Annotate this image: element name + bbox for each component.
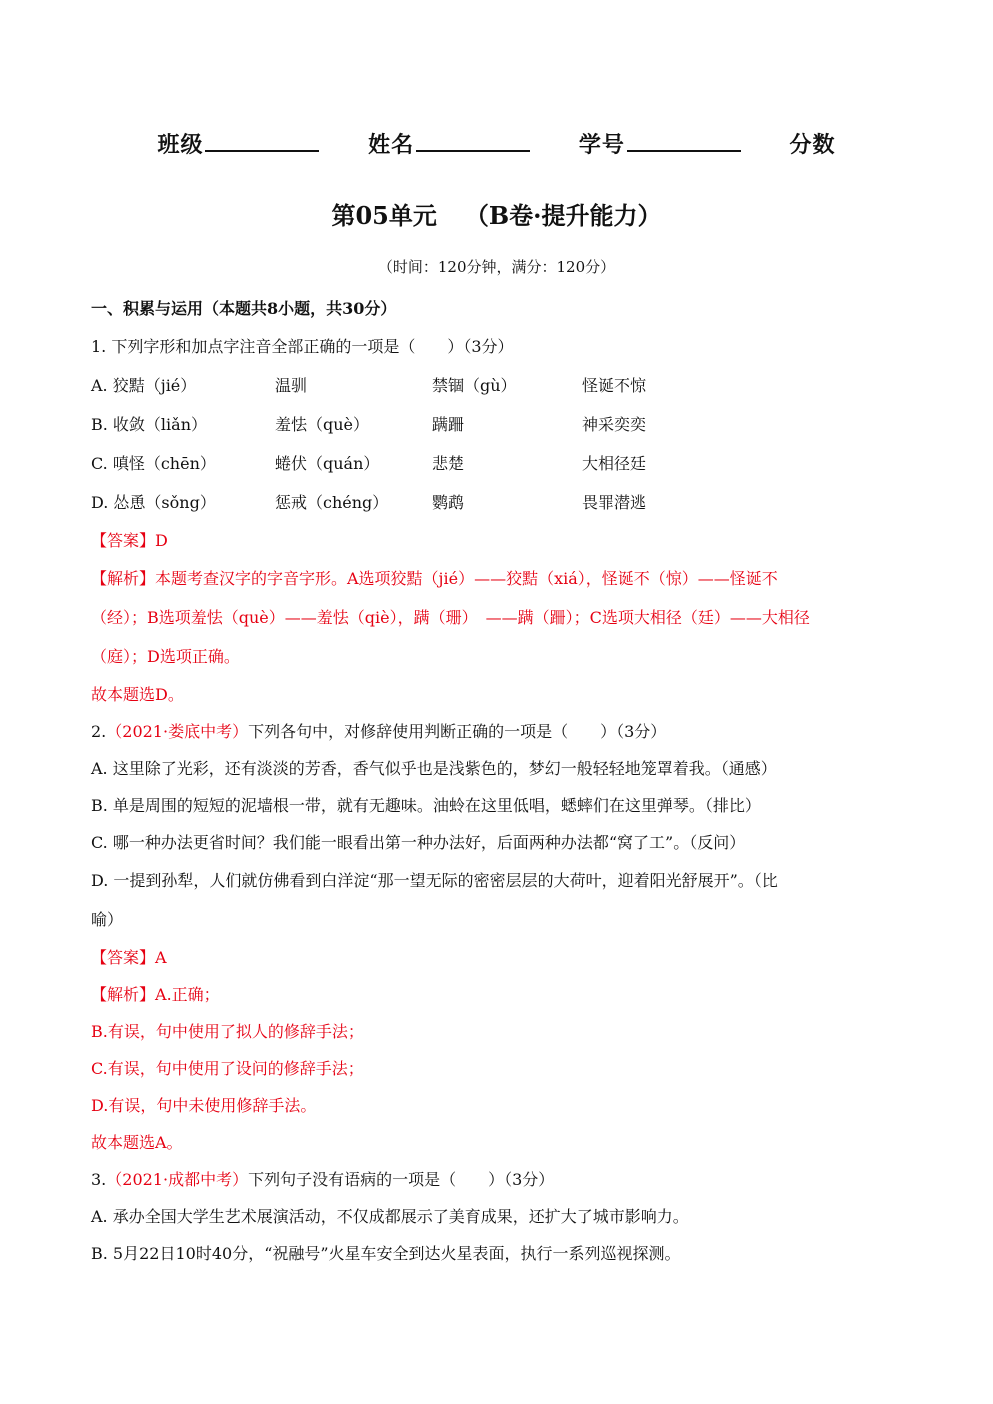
unit-title: 第05单元 [331, 201, 437, 230]
question-1-option-b [91, 405, 911, 444]
option-cell: 大相径廷 [582, 454, 647, 473]
question-number: 2. [91, 722, 107, 741]
question-1-analysis-line: 【解析】本题考查汉字的字音字形。A选项狡黠（jié）——狡黠（xiá），怪诞不（惊）——怪诞不 [91, 569, 778, 588]
question-2-analysis-line: B.有误，句中使用了拟人的修辞手法； [91, 1022, 364, 1041]
name-blank[interactable] [416, 130, 530, 152]
exam-content [91, 290, 911, 1272]
question-3-stem [91, 1161, 911, 1198]
time-info: （时间：120分钟，满分：120分） [377, 258, 616, 276]
name-field [368, 128, 530, 159]
question-2-answer: 【答案】A [91, 948, 167, 967]
id-blank[interactable] [627, 130, 741, 152]
question-2-stem [91, 713, 911, 750]
score-field [790, 128, 836, 159]
question-1-option-a [91, 366, 911, 405]
id-field [579, 128, 741, 159]
question-1-analysis-line: （庭）；D选项正确。 [91, 647, 240, 666]
class-blank[interactable] [205, 130, 319, 152]
question-2-conclusion: 故本题选A。 [91, 1133, 183, 1152]
question-source: （2021·成都中考） [106, 1170, 249, 1189]
option-cell: 禁锢（gù） [432, 376, 517, 395]
question-1-analysis-line: （经）；B选项羞怯（què）——羞怯（qiè），蹒（珊） ——蹒（跚）；C选项大相径（廷）——大相径 [91, 608, 810, 627]
unit-subtitle: （B卷·提升能力） [464, 201, 662, 230]
option-cell: 畏罪潜逃 [582, 493, 647, 512]
class-field [157, 128, 319, 159]
score-label: 分数 [789, 132, 836, 158]
question-2-option-d: D. 一提到孙犁，人们就仿佛看到白洋淀“那一望无际的密密层层的大荷叶，迎着阳光舒展开”。（比 [91, 871, 778, 890]
option-cell: 怪诞不惊 [582, 376, 647, 395]
option-cell: A. 狡黠（jié） [91, 376, 197, 395]
question-3-option-b: B. 5月22日10时40分，“祝融号”火星车安全到达火星表面，执行一系列巡视探测。 [91, 1244, 681, 1263]
option-cell: 蜷伏（quán） [275, 454, 380, 473]
option-cell: D. 怂恿（sǒng） [91, 493, 216, 512]
analysis-text: A.正确； [155, 985, 220, 1004]
question-2-analysis-line: D.有误，句中未使用修辞手法。 [91, 1096, 317, 1115]
question-1-option-c [91, 444, 911, 483]
question-1-conclusion: 故本题选D。 [91, 685, 184, 704]
question-2-option-d-cont: 喻） [91, 910, 124, 929]
question-1-answer: 【答案】D [91, 531, 168, 550]
option-cell: B. 收敛（liǎn） [91, 415, 208, 434]
question-1-option-d [91, 483, 911, 522]
question-2-option-c: C. 哪一种办法更省时间？我们能一眼看出第一种办法好，后面两种办法都“窝了工”。（反问） [91, 833, 746, 852]
page-title [0, 196, 993, 231]
question-2-option-b: B. 单是周围的短短的泥墙根一带，就有无趣味。油蛉在这里低唱，蟋蟀们在这里弹琴。（排比） [91, 796, 761, 815]
question-2-option-a: A. 这里除了光彩，还有淡淡的芳香，香气似乎也是浅紫色的，梦幻一般轻轻地笼罩着我。（通感） [91, 759, 777, 778]
question-text: 下列句子没有语病的一项是（ ）（3分） [248, 1170, 555, 1189]
question-2-analysis-first [91, 976, 911, 1013]
option-cell: 温驯 [275, 376, 308, 395]
analysis-label: 【解析】 [91, 985, 156, 1004]
option-cell: C. 嗔怪（chēn） [91, 454, 216, 473]
option-cell: 神采奕奕 [582, 415, 647, 434]
question-1-stem: 1. 下列字形和加点字注音全部正确的一项是（ ）（3分） [91, 337, 514, 356]
option-cell: 悲楚 [432, 454, 465, 473]
option-cell: 鹦鹉 [432, 493, 465, 512]
name-label: 姓名 [368, 132, 415, 158]
student-info-header [0, 128, 993, 159]
class-label: 班级 [157, 132, 204, 158]
question-number: 3. [91, 1170, 107, 1189]
question-2-analysis-line: C.有误，句中使用了设问的修辞手法； [91, 1059, 364, 1078]
question-3-option-a: A. 承办全国大学生艺术展演活动，不仅成都展示了美育成果，还扩大了城市影响力。 [91, 1207, 689, 1226]
question-text: 下列各句中，对修辞使用判断正确的一项是（ ）（3分） [248, 722, 667, 741]
section-heading: 一、积累与运用（本题共8小题，共30分） [91, 299, 397, 318]
option-cell: 惩戒（chéng） [275, 493, 389, 512]
option-cell: 蹒跚 [432, 415, 465, 434]
id-label: 学号 [578, 132, 625, 158]
option-cell: 羞怯（què） [275, 415, 370, 434]
question-source: （2021·娄底中考） [106, 722, 249, 741]
